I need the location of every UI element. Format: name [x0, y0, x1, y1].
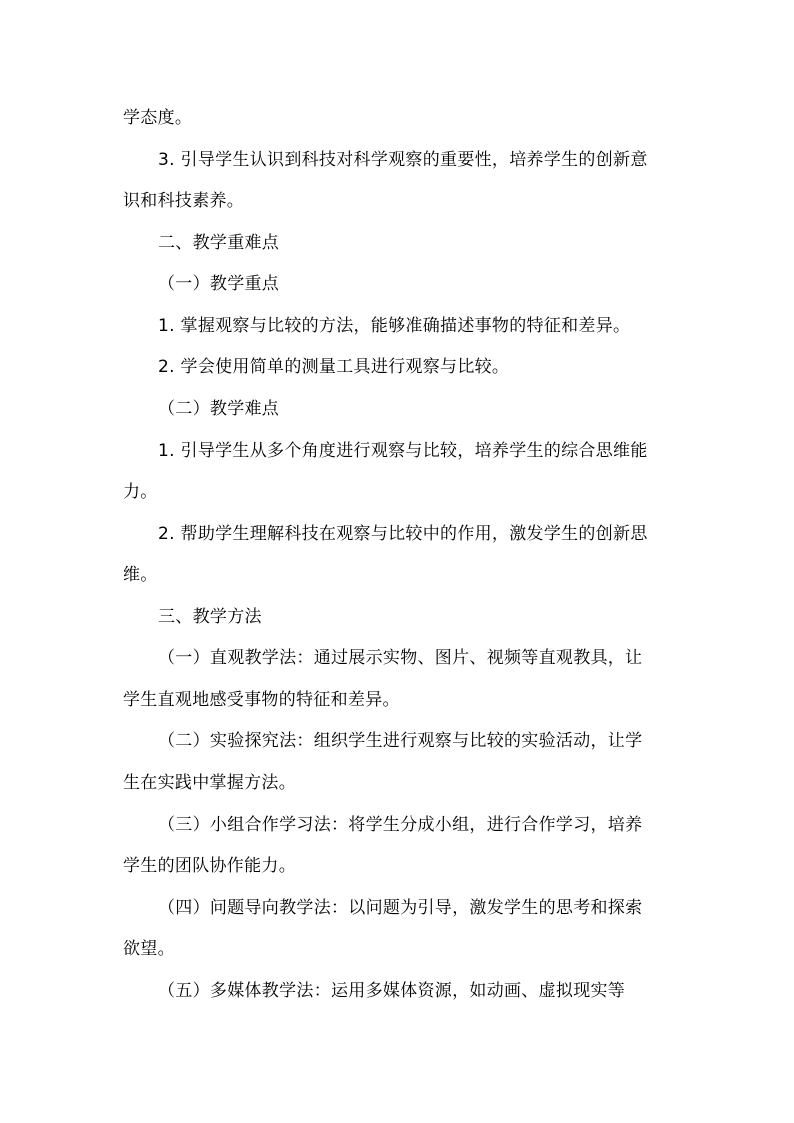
text-line: 学态度。 [123, 108, 193, 128]
text-line: 学生直观地感受事物的特征和差异。 [123, 690, 400, 710]
text-line: 学生的团队协作能力。 [123, 856, 296, 876]
section-heading: 二、教学重难点 [158, 233, 280, 253]
subsection-heading: （二）教学难点 [158, 399, 280, 419]
text-line: （三）小组合作学习法：将学生分成小组，进行合作学习，培养 [158, 815, 643, 835]
text-line: 识和科技素养。 [123, 191, 245, 211]
text-line: 1. 引导学生从多个角度进行观察与比较，培养学生的综合思维能 [158, 441, 648, 461]
text-line: （五）多媒体教学法：运用多媒体资源，如动画、虚拟现实等 [158, 981, 626, 1001]
text-line: 欲望。 [123, 939, 175, 959]
text-line: 生在实践中掌握方法。 [123, 773, 296, 793]
section-heading: 三、教学方法 [158, 607, 262, 627]
text-line: 2. 学会使用简单的测量工具进行观察与比较。 [158, 357, 510, 377]
text-line: （四）问题导向教学法：以问题为引导，激发学生的思考和探索 [158, 898, 643, 918]
text-line: 力。 [123, 482, 158, 502]
text-line: 3. 引导学生认识到科技对科学观察的重要性，培养学生的创新意 [158, 150, 648, 170]
subsection-heading: （一）教学重点 [158, 274, 280, 294]
text-line: 1. 掌握观察与比较的方法，能够准确描述事物的特征和差异。 [158, 316, 631, 336]
text-line: 2. 帮助学生理解科技在观察与比较中的作用，激发学生的创新思 [158, 524, 648, 544]
text-line: 维。 [123, 565, 158, 585]
text-line: （二）实验探究法：组织学生进行观察与比较的实验活动，让学 [158, 731, 643, 751]
text-line: （一）直观教学法：通过展示实物、图片、视频等直观教具，让 [158, 648, 643, 668]
